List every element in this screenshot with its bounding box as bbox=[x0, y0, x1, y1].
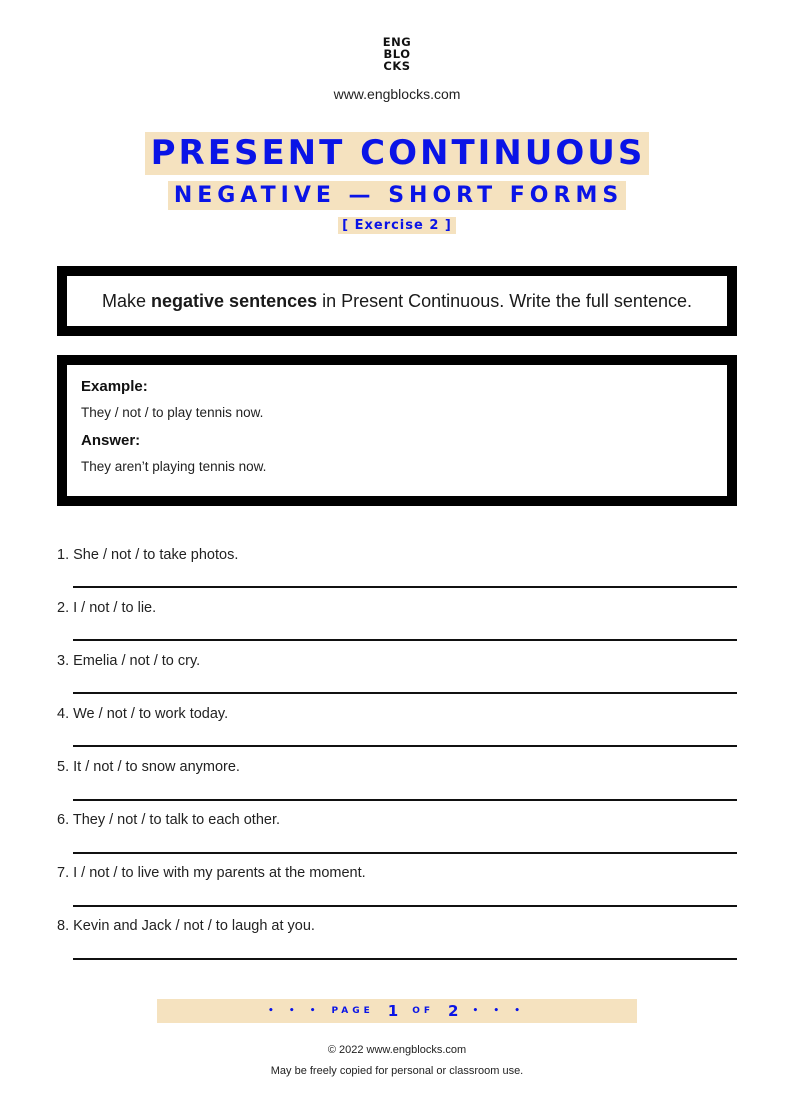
question-1: 1. She / not / to take photos. bbox=[57, 547, 239, 563]
pagination-bar bbox=[157, 999, 637, 1023]
exercise-label-wrap bbox=[0, 216, 794, 234]
instruction-bold: negative sentences bbox=[151, 290, 318, 311]
answer-line-8[interactable] bbox=[73, 958, 737, 960]
question-8: 8. Kevin and Jack / not / to laugh at you. bbox=[57, 918, 315, 934]
example-label: Example: bbox=[81, 378, 148, 395]
site-url[interactable]: www.engblocks.com bbox=[333, 86, 461, 102]
pagination-dots-right: • • • bbox=[472, 1006, 527, 1016]
answer-line-2[interactable] bbox=[73, 639, 737, 641]
page-title: PRESENT CONTINUOUS bbox=[145, 132, 650, 175]
pagination-total: 2 bbox=[448, 1002, 459, 1020]
answer-line-7[interactable] bbox=[73, 905, 737, 907]
engblocks-logo bbox=[377, 36, 417, 72]
instruction-box bbox=[57, 266, 737, 336]
answer-line-4[interactable] bbox=[73, 745, 737, 747]
license-text: May be freely copied for personal or classroom use. bbox=[270, 1065, 524, 1077]
question-3: 3. Emelia / not / to cry. bbox=[57, 653, 201, 669]
instruction-before: Make bbox=[102, 290, 147, 311]
answer-line-1[interactable] bbox=[73, 586, 737, 588]
question-5: 5. It / not / to snow anymore. bbox=[57, 759, 240, 775]
answer-line-5[interactable] bbox=[73, 799, 737, 801]
question-6: 6. They / not / to talk to each other. bbox=[57, 812, 281, 828]
pagination-page-word: PAGE bbox=[331, 1006, 374, 1016]
question-7: 7. I / not / to live with my parents at the moment. bbox=[57, 865, 366, 881]
copyright-text: © 2022 www.engblocks.com bbox=[327, 1044, 467, 1056]
answer-text: They aren’t playing tennis now. bbox=[81, 459, 267, 474]
subtitle-wrap bbox=[0, 181, 794, 210]
logo-line: BLO bbox=[383, 47, 411, 61]
example-box bbox=[57, 355, 737, 506]
logo-line: ENG bbox=[382, 35, 412, 49]
exercise-label: [ Exercise 2 ] bbox=[338, 217, 456, 234]
pagination-of-word: OF bbox=[412, 1006, 435, 1016]
page-subtitle: NEGATIVE — SHORT FORMS bbox=[168, 181, 626, 210]
instruction-after: in Present Continuous. Write the full sentence. bbox=[322, 290, 692, 311]
question-2: 2. I / not / to lie. bbox=[57, 600, 157, 616]
answer-line-3[interactable] bbox=[73, 692, 737, 694]
logo-line: CKS bbox=[383, 59, 411, 73]
pagination-current: 1 bbox=[387, 1002, 399, 1020]
title-wrap bbox=[0, 132, 794, 175]
answer-line-6[interactable] bbox=[73, 852, 737, 854]
pagination-dots-left: • • • bbox=[267, 1006, 322, 1016]
example-text: They / not / to play tennis now. bbox=[81, 405, 264, 420]
question-4: 4. We / not / to work today. bbox=[57, 706, 229, 722]
answer-label: Answer: bbox=[81, 432, 141, 449]
